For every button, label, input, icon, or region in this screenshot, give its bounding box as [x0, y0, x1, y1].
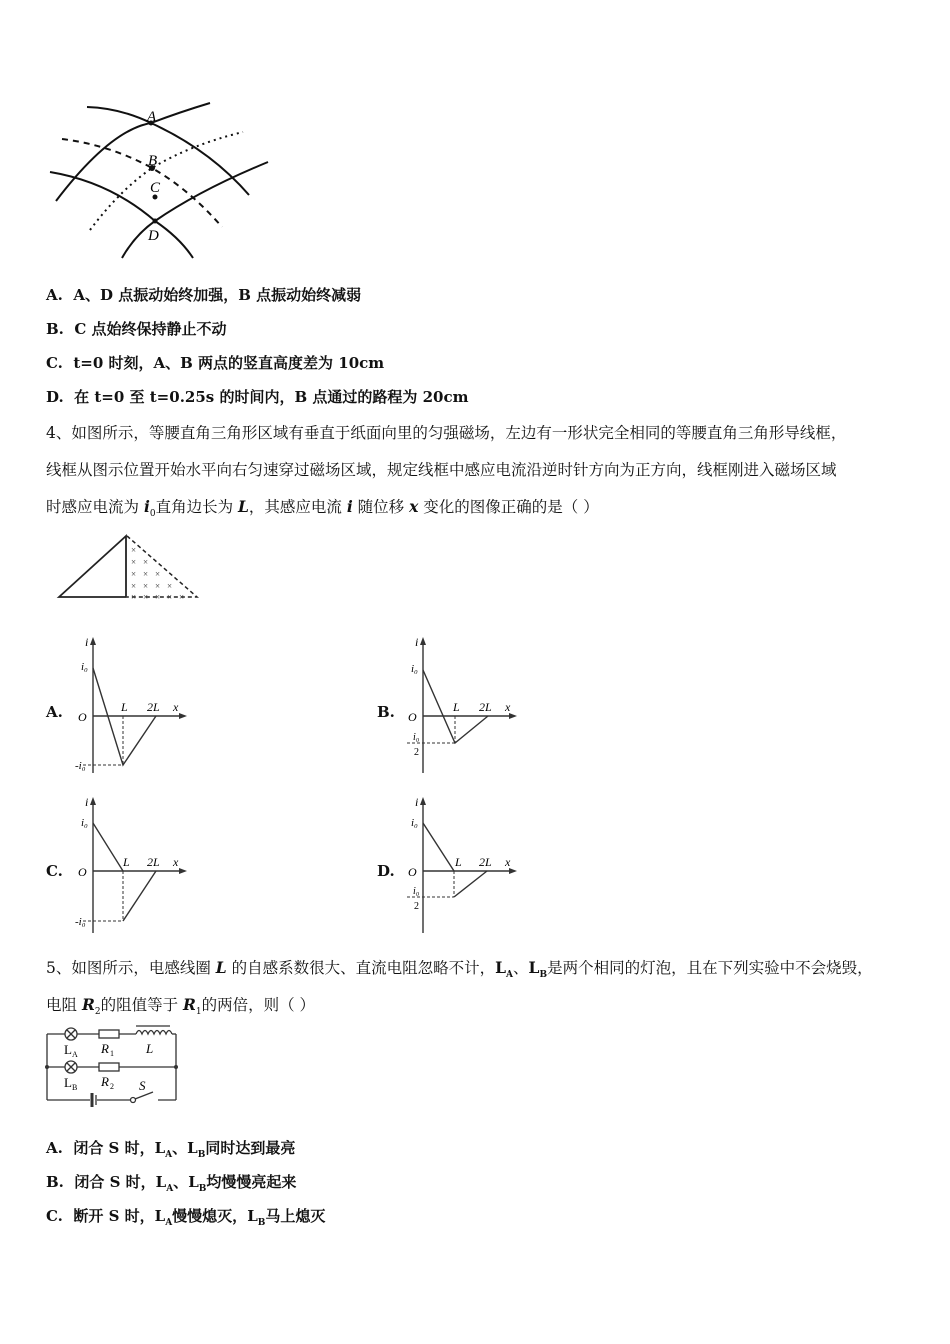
svg-text:-i₀: -i₀: [75, 760, 86, 772]
option-key: D.: [46, 388, 64, 406]
svg-text:i: i: [415, 795, 419, 809]
point-c-label: C: [150, 180, 161, 196]
svg-text:2L: 2L: [147, 700, 160, 714]
svg-text:2L: 2L: [147, 855, 160, 869]
svg-text:x: x: [505, 855, 511, 869]
point-a-label: A: [147, 109, 157, 125]
svg-text:×: ×: [167, 581, 173, 591]
svg-text:A: A: [72, 1050, 78, 1059]
point-d-label: D: [148, 228, 159, 244]
svg-text:L: L: [453, 700, 460, 714]
svg-text:x: x: [173, 855, 179, 869]
graph-a: [75, 633, 195, 778]
svg-text:O: O: [408, 710, 417, 724]
svg-text:×: ×: [155, 581, 161, 591]
graph-d: [405, 793, 525, 938]
svg-text:×: ×: [131, 545, 137, 555]
svg-text:-i₀: -i₀: [75, 916, 86, 928]
wave-interference-figure: [40, 90, 280, 270]
svg-text:S: S: [139, 1078, 146, 1093]
svg-text:×: ×: [179, 592, 185, 602]
svg-text:i: i: [415, 635, 419, 649]
svg-text:i: i: [85, 795, 89, 809]
option-text: t=0 时刻，A、B 两点的竖直高度差为 10cm: [73, 354, 385, 372]
graph-b-key: B.: [377, 703, 395, 721]
q4-stem-line-2: 线框从图示位置开始水平向右匀速穿过磁场区域，规定线框中感应电流沿逆时针方向为正方向，线框刚进入磁场区域: [46, 461, 837, 479]
q5-stem-line-2: 电阻 $R_2$的阻值等于 $R_1$的两倍，则（ ）: [46, 995, 316, 1018]
svg-text:L: L: [123, 855, 130, 869]
q5-option-b: B. 闭合 S 时，$L_A$、$L_B$均慢慢亮起来: [46, 1173, 297, 1194]
svg-text:×: ×: [143, 569, 149, 579]
svg-text:×: ×: [143, 592, 149, 602]
svg-text:1: 1: [110, 1049, 114, 1058]
q3-option-c: [46, 353, 384, 373]
graph-c: [75, 793, 195, 938]
svg-text:i₀: i₀: [413, 732, 420, 743]
q5-stem-line-1: 5、如图所示，电感线圈 L 的自感系数很大、直流电阻忽略不计，$L_A$、$L_B$是两个相同的灯泡，且在下列实验中不会烧毁，: [46, 958, 873, 981]
svg-text:R: R: [101, 1041, 109, 1056]
svg-text:B: B: [72, 1083, 78, 1092]
svg-text:O: O: [78, 865, 87, 879]
svg-text:L: L: [121, 700, 128, 714]
q4-stem-line-1: 4、如图所示，等腰直角三角形区域有垂直于纸面向里的匀强磁场，左边有一形状完全相同的等腰直角三角形导线框，: [46, 424, 847, 442]
option-text: C 点始终保持静止不动: [74, 320, 227, 338]
q5-option-c: C. 断开 S 时，$L_A$慢慢熄灭，$L_B$马上熄灭: [46, 1207, 326, 1228]
option-text: A、D 点振动始终加强，B 点振动始终减弱: [73, 286, 362, 304]
svg-text:O: O: [78, 710, 87, 724]
q3-option-b: [46, 319, 227, 339]
graph-d-key: D.: [377, 862, 395, 880]
svg-text:i₀: i₀: [81, 661, 88, 673]
svg-text:2L: 2L: [479, 855, 492, 869]
svg-text:L: L: [64, 1075, 72, 1090]
svg-text:L: L: [64, 1042, 72, 1057]
svg-text:i₀: i₀: [411, 817, 418, 829]
svg-text:×: ×: [155, 592, 161, 602]
svg-text:2: 2: [414, 901, 419, 912]
svg-text:×: ×: [131, 581, 137, 591]
option-text: 在 t=0 至 t=0.25s 的时间内，B 点通过的路程为 20cm: [74, 388, 469, 406]
svg-text:x: x: [173, 700, 179, 714]
q4-stem-line-3: 时感应电流为 $i_0$直角边长为 L，其感应电流 i 随位移 x 变化的图像正确的是（ ）: [46, 497, 599, 520]
graph-b: [405, 633, 525, 778]
svg-text:R: R: [101, 1074, 109, 1089]
circuit-diagram: [40, 1020, 190, 1115]
svg-text:2: 2: [414, 747, 419, 758]
svg-text:×: ×: [131, 557, 137, 567]
svg-text:L: L: [455, 855, 462, 869]
graph-c-key: C.: [46, 862, 63, 880]
svg-text:i₀: i₀: [413, 886, 420, 897]
svg-text:×: ×: [167, 592, 173, 602]
triangle-field-figure: [40, 525, 220, 615]
svg-text:i₀: i₀: [411, 663, 418, 675]
option-key: A.: [46, 286, 63, 304]
svg-text:i₀: i₀: [81, 817, 88, 829]
svg-text:O: O: [408, 865, 417, 879]
svg-text:×: ×: [131, 592, 137, 602]
option-key: B.: [46, 320, 64, 338]
svg-text:×: ×: [131, 569, 137, 579]
point-b-label: B: [148, 153, 158, 169]
svg-text:×: ×: [143, 581, 149, 591]
q5-option-a: A. 闭合 S 时，$L_A$、$L_B$同时达到最亮: [46, 1139, 296, 1160]
svg-text:x: x: [505, 700, 511, 714]
svg-text:×: ×: [155, 569, 161, 579]
svg-text:2L: 2L: [479, 700, 492, 714]
option-key: C.: [46, 354, 63, 372]
svg-text:i: i: [85, 635, 89, 649]
svg-text:2: 2: [110, 1082, 114, 1091]
svg-text:L: L: [146, 1041, 154, 1056]
q3-option-a: [46, 285, 361, 305]
graph-a-key: A.: [46, 703, 63, 721]
svg-text:×: ×: [143, 557, 149, 567]
q3-option-d: [46, 387, 468, 407]
